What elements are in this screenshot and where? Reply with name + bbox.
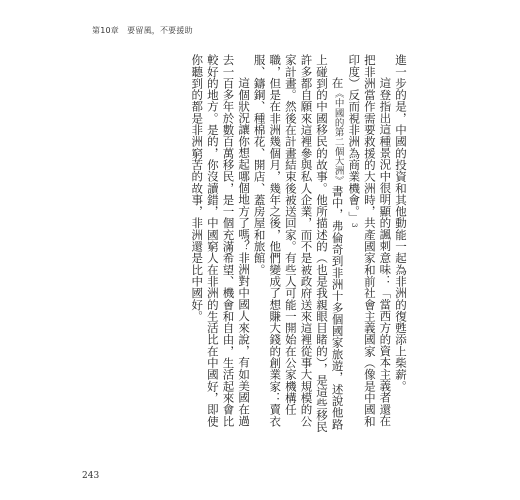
paragraph-2 <box>346 54 393 434</box>
paragraph-3-lead: 在 <box>330 77 345 89</box>
paragraph-4: 這個狀況讓你想起哪個地方了嗎？非洲對中國人來說，有如美國在過去一百多年於數百萬移民，是一個充滿希望、機會和自由，生活起來會比較好的地方。是的，你沒讀錯，中國窮人在非洲的生活比在中國好，即使你聽到的都是非洲窮苦的故事，非洲還是比中國好。 <box>190 54 252 427</box>
book-title: 《中國的第二個大洲》 <box>332 88 344 186</box>
paragraph-1: 進一步的是，中國的投資和其他動能一起為非洲的復甦添上柴薪。 <box>394 54 408 392</box>
paragraph-2-text: 這登指出這種景況中很明顯的諷刺意味：「當西方的資本主義者還在把非洲當作需要救援的大洲時，共產國家和前社會主義國家（像是中國和印度）反而視非洲為商業機會。」 <box>347 54 393 427</box>
running-head: 第10章 要留風，不要援助 <box>92 26 193 35</box>
body-text <box>118 54 408 434</box>
footnote-marker: 3 <box>350 223 359 228</box>
paragraph-3-text: 書中，弗倫奇到非洲十多個國家旅遊，述說他路上碰到的中國移民的故事。他所描述的（也是我親眼目睹的），是這些移民許多都自願來這裡參與私人企業，而不是被政府送來這裡從事大規模的公家計畫。然後在計畫結束後被送回家。有些人可能一開始在公家機構任職，但是在非洲幾個月，幾年之後，他們變成了想賺大錢的創業家：賣衣服、鑄銅、種棉花、開店、蓋房屋和旅館。 <box>252 54 345 433</box>
paragraph-3 <box>251 54 346 434</box>
page-number: 243 <box>82 471 100 481</box>
